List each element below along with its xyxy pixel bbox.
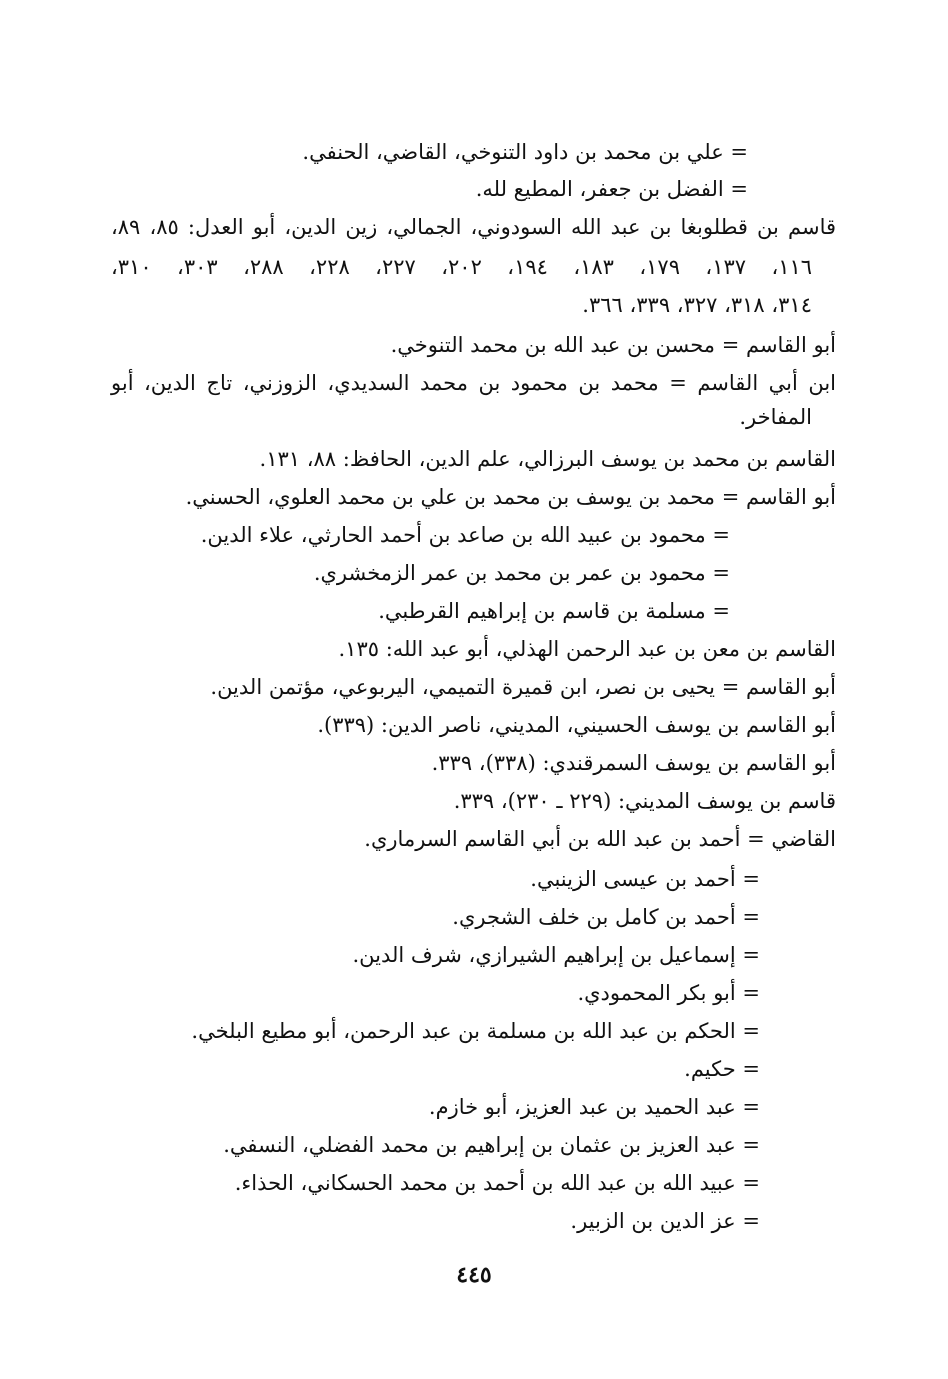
index-entry: قاسم بن يوسف المديني: (٢٢٩ ـ ٢٣٠)، ٣٣٩. (453, 789, 836, 813)
index-entry: = أحمد بن عيسى الزينبي. (530, 867, 760, 891)
index-entry: أبو القاسم بن يوسف الحسيني، المديني، ناصر الدين: (٣٣٩). (317, 713, 836, 737)
index-entry: ابن أبي القاسم = محمد بن محمود بن محمد السديدي، الزوزني، تاج الدين، أبو (111, 371, 837, 395)
index-entry: = أبو بكر المحمودي. (577, 981, 760, 1005)
index-entry: = الحكم بن عبد الله بن مسلمة بن عبد الرحمن، أبو مطيع البلخي. (191, 1019, 760, 1043)
index-entry: القاضي = أحمد بن عبد الله بن أبي القاسم السرماري. (364, 827, 836, 851)
index-entry: = مسلمة بن قاسم بن إبراهيم القرطبي. (378, 599, 730, 623)
page-number: ٤٤٥ (456, 1262, 492, 1288)
index-entry: = علي بن محمد بن داود التنوخي، القاضي، الحنفي. (302, 140, 748, 164)
index-entry: = حكيم. (684, 1057, 760, 1081)
index-entry: = الفضل بن جعفر، المطيع لله. (475, 177, 748, 201)
index-entry: أبو القاسم = يحيى بن نصر، ابن قميرة التميمي، اليربوعي، مؤتمن الدين. (210, 675, 836, 699)
index-entry: = عبد العزيز بن عثمان بن إبراهيم بن محمد الفضلي، النسفي. (223, 1133, 760, 1157)
index-entry: القاسم بن معن بن عبد الرحمن الهذلي، أبو عبد الله: ١٣٥. (338, 637, 836, 661)
index-entry: قاسم بن قطلوبغا بن عبد الله السودوني، الجمالي، زين الدين، أبو العدل: ٨٥، ٨٩، (111, 215, 837, 239)
index-entry: القاسم بن محمد بن يوسف البرزالي، علم الدين، الحافظ: ٨٨، ١٣١. (259, 447, 836, 471)
index-entry: = محمود بن عبيد الله بن صاعد بن أحمد الحارثي، علاء الدين. (200, 523, 730, 547)
index-entry-continuation: ٣١٤، ٣١٨، ٣٢٧، ٣٣٩، ٣٦٦. (582, 293, 812, 317)
index-entry: = عز الدين بن الزبير. (570, 1209, 760, 1233)
index-entry: = عبد الحميد بن عبد العزيز، أبو خازم. (428, 1095, 760, 1119)
index-entry-continuation: ١١٦، ١٣٧، ١٧٩، ١٨٣، ١٩٤، ٢٠٢، ٢٢٧، ٢٢٨، ٢٨٨، ٣٠٣، ٣١٠، (111, 255, 813, 279)
index-entry: = أحمد بن كامل بن خلف الشجري. (452, 905, 760, 929)
index-entry: = إسماعيل بن إبراهيم الشيرازي، شرف الدين. (352, 943, 760, 967)
index-entry: أبو القاسم بن يوسف السمرقندي: (٣٣٨)، ٣٣٩. (431, 751, 836, 775)
index-entry: أبو القاسم = محسن بن عبد الله بن محمد التنوخي. (390, 333, 836, 357)
index-entry: أبو القاسم = محمد بن يوسف بن محمد بن علي بن محمد العلوي، الحسني. (185, 485, 836, 509)
index-entry-continuation: المفاخر. (739, 405, 812, 429)
index-entry: = محمود بن عمر بن محمد بن عمر الزمخشري. (313, 561, 730, 585)
index-entry: = عبيد الله بن عبد الله بن أحمد بن محمد الحسكاني، الحذاء. (234, 1171, 760, 1195)
